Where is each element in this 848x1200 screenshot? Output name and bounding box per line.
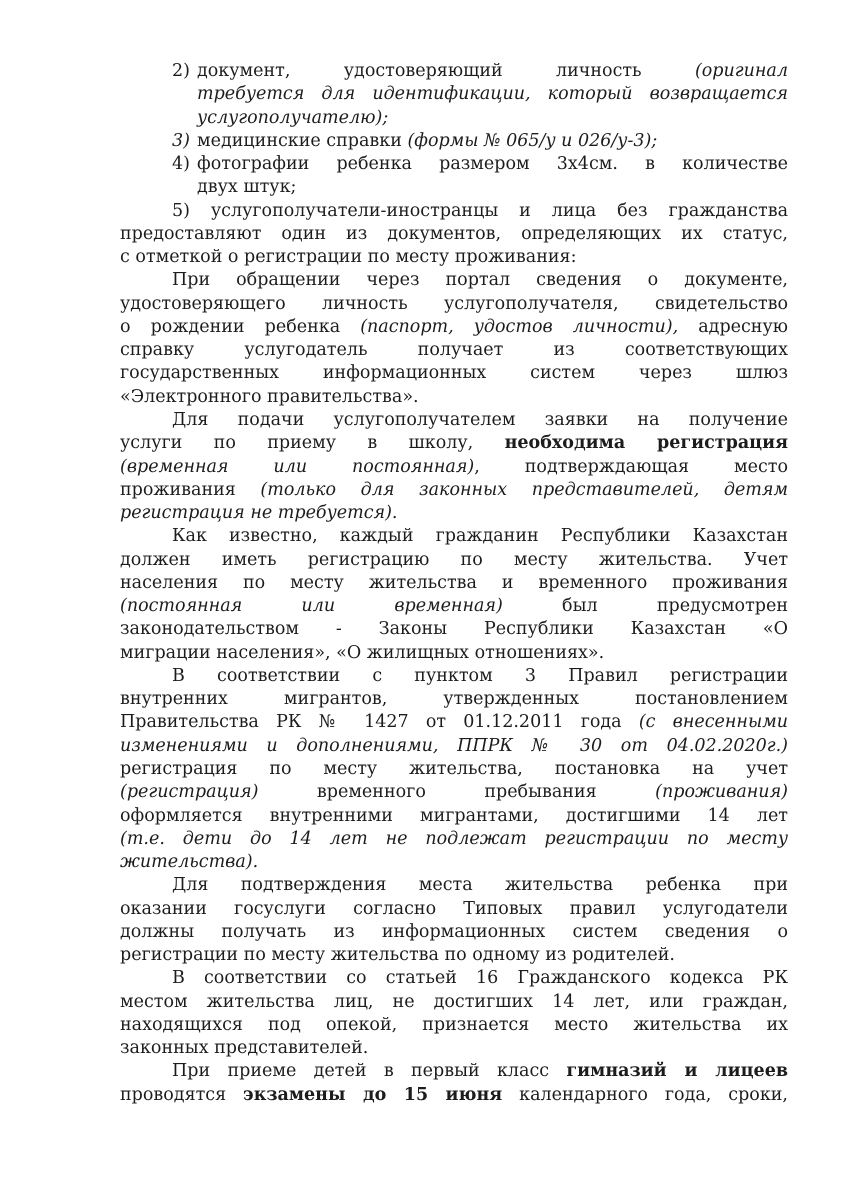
paragraph [120, 874, 788, 967]
text-line [120, 269, 788, 292]
italic-text: (проживания) [655, 782, 788, 803]
text: фотографии ребенка размером 3х4см. в количестве [197, 154, 788, 175]
italic-text: (временная или постоянная) [120, 456, 475, 477]
text-line [120, 502, 788, 525]
text: должны получать из информационных систем сведения о [120, 921, 788, 942]
text: с отметкой о регистрации по месту проживания: [120, 247, 577, 268]
text: Для подачи услугополучателем заявки на получение [172, 409, 788, 430]
list-item [120, 130, 788, 153]
text-line [120, 525, 788, 548]
text-line [120, 991, 788, 1014]
document-page [120, 60, 788, 1107]
italic-text: услугополучателю); [197, 107, 389, 128]
text-line [120, 246, 788, 269]
text: При обращении через портал сведения о документе, [172, 270, 788, 291]
italic-text: (только для законных представителей, детям [260, 479, 788, 500]
text-line [120, 456, 788, 479]
list-number: 3) [172, 130, 190, 151]
text: регистрации по месту жительства по одному из родителей. [120, 945, 675, 966]
text: регистрация по месту жительства, постановка на учет [120, 758, 788, 779]
italic-text: регистрация не требуется). [120, 503, 398, 524]
italic-text: (регистрация) [120, 782, 259, 803]
list-item [120, 60, 788, 130]
paragraph [120, 409, 788, 525]
text: законодательством - Законы Республики Казахстан «О [120, 619, 788, 640]
text: государственных информационных систем через шлюз [120, 363, 788, 384]
text: В соответствии со статьей 16 Гражданского кодекса РК [172, 968, 788, 989]
italic-text: изменениями и дополнениями, ППРК № 30 от 04.02.2020г.) [120, 735, 788, 756]
text-line [120, 688, 788, 711]
paragraph [120, 200, 788, 270]
text: о рождении ребенка [120, 316, 361, 337]
list-number: 2) [172, 61, 190, 81]
list-item [120, 153, 788, 200]
bold-text: экзамены до 15 июня [243, 1084, 503, 1105]
text: Для подтверждения места жительства ребенка при [172, 875, 788, 896]
text-line [172, 153, 788, 176]
text-line [120, 1084, 788, 1107]
text: местом жительства лиц, не достигших 14 лет, или граждан, [120, 991, 788, 1012]
text: услуги по приему в школу, [120, 433, 505, 454]
paragraph [120, 525, 788, 665]
text-line [120, 339, 788, 362]
text: временного пребывания [258, 782, 656, 803]
text-line [120, 595, 788, 618]
text-line [120, 711, 788, 734]
paragraph [120, 269, 788, 409]
text: предоставляют один из документов, определяющих их статус, [120, 223, 788, 244]
text-line [120, 828, 788, 851]
text: находящихся под опекой, признается место жительства их [120, 1014, 788, 1035]
text: двух штук; [197, 177, 297, 198]
text: проводятся [120, 1084, 244, 1105]
text-line [120, 781, 788, 804]
text-line [120, 967, 788, 990]
text-line [197, 83, 788, 106]
paragraph [120, 665, 788, 874]
paragraph [120, 967, 788, 1060]
text-line [197, 176, 788, 199]
italic-text: (оригинал [694, 61, 788, 81]
bold-text: необходима регистрация [504, 433, 789, 454]
text-line [120, 805, 788, 828]
text-line [120, 200, 788, 223]
text: миграции населения», «О жилищных отношениях». [120, 642, 605, 663]
italic-text: требуется для идентификации, который возвращается [197, 84, 788, 105]
text-line [120, 362, 788, 385]
text: При приеме детей в первый класс [172, 1061, 567, 1082]
text-line [120, 1060, 788, 1083]
text: В соответствии с пунктом 3 Правил регистрации [172, 665, 788, 686]
text: был предусмотрен [502, 596, 788, 617]
text: внутренних мигрантов, утвержденных постановлением [120, 689, 788, 710]
bold-text: гимназий и лицеев [566, 1061, 788, 1082]
text-line [120, 293, 788, 316]
text-line [120, 874, 788, 897]
text: оформляется внутренними мигрантами, достигшими 14 лет [120, 805, 788, 826]
text-line [120, 1037, 788, 1060]
text-line [120, 223, 788, 246]
text-line [120, 432, 788, 455]
text: справку услугодатель получает из соответствующих [120, 340, 788, 361]
text-line [120, 921, 788, 944]
italic-text: (формы № 065/у и 026/у-3); [407, 130, 658, 151]
text: «Электронного правительства». [120, 386, 419, 407]
text-line [120, 898, 788, 921]
text-line [120, 572, 788, 595]
italic-text: (т.е. дети до 14 лет не подлежат регистрации по месту [120, 828, 788, 849]
text: Правительства РК № 1427 от 01.12.2011 года [120, 712, 639, 733]
text-line [120, 618, 788, 641]
text-line [120, 316, 788, 339]
text-line [120, 665, 788, 688]
list-number: 4) [172, 154, 190, 175]
text: Как известно, каждый гражданин Республики Казахстан [172, 526, 788, 547]
italic-text: (паспорт, удостов личности), [360, 316, 679, 337]
text-line [197, 107, 788, 130]
italic-text: (с внесенными [638, 712, 788, 733]
text-line [120, 735, 788, 758]
text-line [120, 409, 788, 432]
text-line [120, 758, 788, 781]
text: документ, удостоверяющий личность [197, 61, 695, 81]
text-line [120, 851, 788, 874]
italic-text: (постоянная или временная) [120, 596, 503, 617]
text: 5) услугополучатели-иностранцы и лица без гражданства [172, 200, 788, 221]
paragraph [120, 1060, 788, 1107]
text-line [172, 60, 788, 83]
text-line [120, 642, 788, 665]
text: должен иметь регистрацию по месту жительства. Учет [120, 549, 788, 570]
text-line [120, 944, 788, 967]
text-line [120, 1014, 788, 1037]
text: населения по месту жительства и временного проживания [120, 572, 788, 593]
text-line [172, 130, 788, 153]
text-line [120, 386, 788, 409]
text: оказании госуслуги согласно Типовых правил услугодатели [120, 898, 788, 919]
text: , подтверждающая место [474, 456, 788, 477]
text: удостоверяющего личность услугополучателя, свидетельство [120, 293, 788, 314]
text-line [120, 549, 788, 572]
text: законных представителей. [120, 1038, 369, 1059]
text-line [120, 479, 788, 502]
text: календарного года, сроки, [502, 1084, 788, 1105]
italic-text: жительства). [120, 852, 259, 873]
text: медицинские справки [197, 130, 408, 151]
text: адресную [678, 316, 789, 337]
text: проживания [120, 479, 261, 500]
